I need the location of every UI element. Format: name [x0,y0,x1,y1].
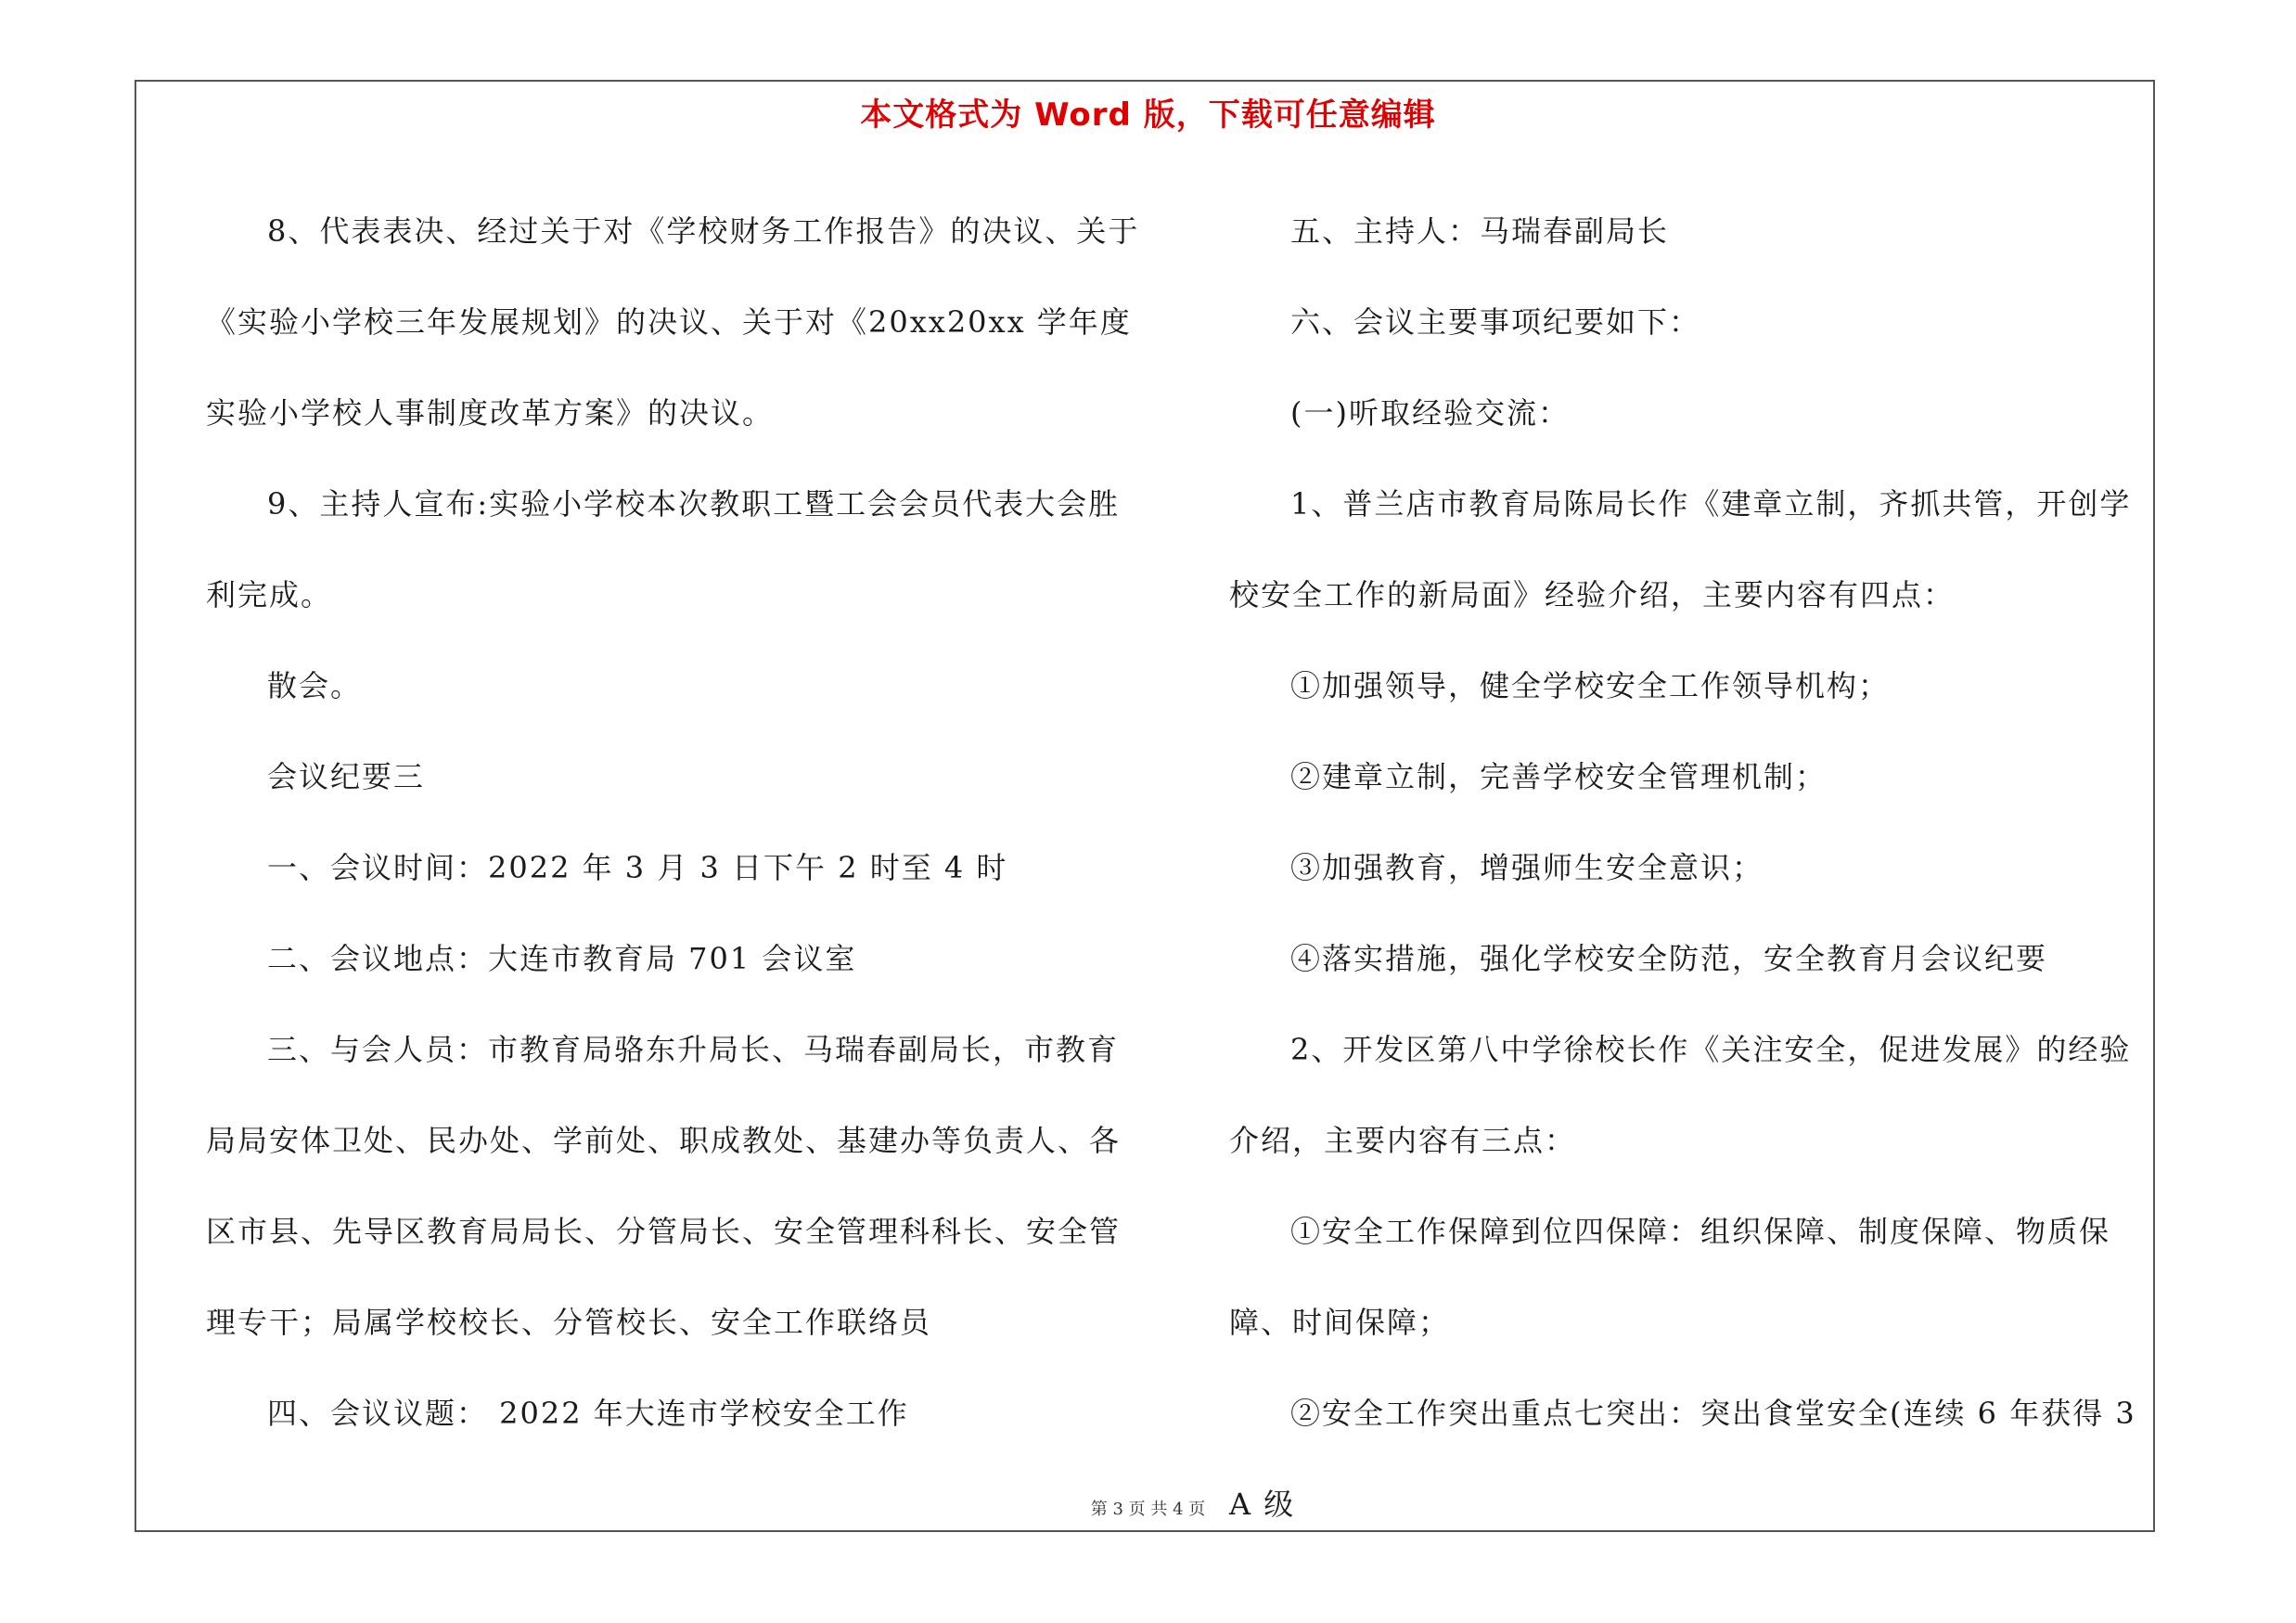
paragraph: 六、会议主要事项纪要如下： [1290,304,1701,340]
paragraph: 2、开发区第八中学徐校长作《关注安全，促进发展》的经验介绍，主要内容有三点： [1229,1032,2132,1158]
paragraph: ①加强领导，健全学校安全工作领导机构； [1290,668,1891,703]
paragraph: 四、会议议题： 2022 年大连市学校安全工作 [267,1396,909,1431]
paragraph: 三、与会人员：市教育局骆东升局长、马瑞春副局长，市教育局局安体卫处、民办处、学前处、职成教处、基建办等负责人、各区市县、先导区教育局局长、分管局长、安全管理科科长、安全管理专干；局属学校校长、分管校长、安全工作联络员 [206,1032,1122,1340]
paragraph: ②建章立制，完善学校安全管理机制； [1290,759,1828,794]
paragraph: 会议纪要三 [267,759,426,794]
right-text-column [1229,186,2157,1550]
format-banner: 本文格式为 Word 版，下载可任意编辑 [860,97,1436,134]
paragraph: ②安全工作突出重点七突出：突出食堂安全(连续 6 年获得 3A 级 [1229,1396,2136,1522]
paragraph: ③加强教育，增强师生安全意识； [1290,850,1764,885]
paragraph: 五、主持人：马瑞春副局长 [1290,213,1670,249]
paragraph: 二、会议地点：大连市教育局 701 会议室 [267,941,857,976]
paragraph: (一)听取经验交流： [1290,395,1570,431]
left-text-column [206,186,1143,1459]
paragraph: 一、会议时间：2022 年 3 月 3 日下午 2 时至 4 时 [267,850,1008,885]
page-footer: 第 3 页 共 4 页 [1090,1500,1206,1519]
paragraph: ④落实措施，强化学校安全防范，安全教育月会议纪要 [1290,941,2048,976]
paragraph: 散会。 [267,668,363,703]
paragraph: 1、普兰店市教育局陈局长作《建章立制，齐抓共管，开创学校安全工作的新局面》经验介绍，主要内容有四点： [1229,486,2132,612]
paragraph: ①安全工作保障到位四保障：组织保障、制度保障、物质保障、时间保障； [1229,1214,2111,1340]
paragraph: 9、主持人宣布:实验小学校本次教职工暨工会会员代表大会胜利完成。 [206,486,1121,612]
paragraph: 8、代表表决、经过关于对《学校财务工作报告》的决议、关于《实验小学校三年发展规划》的决议、关于对《20xx20xx 学年度实验小学校人事制度改革方案》的决议。 [206,213,1140,431]
